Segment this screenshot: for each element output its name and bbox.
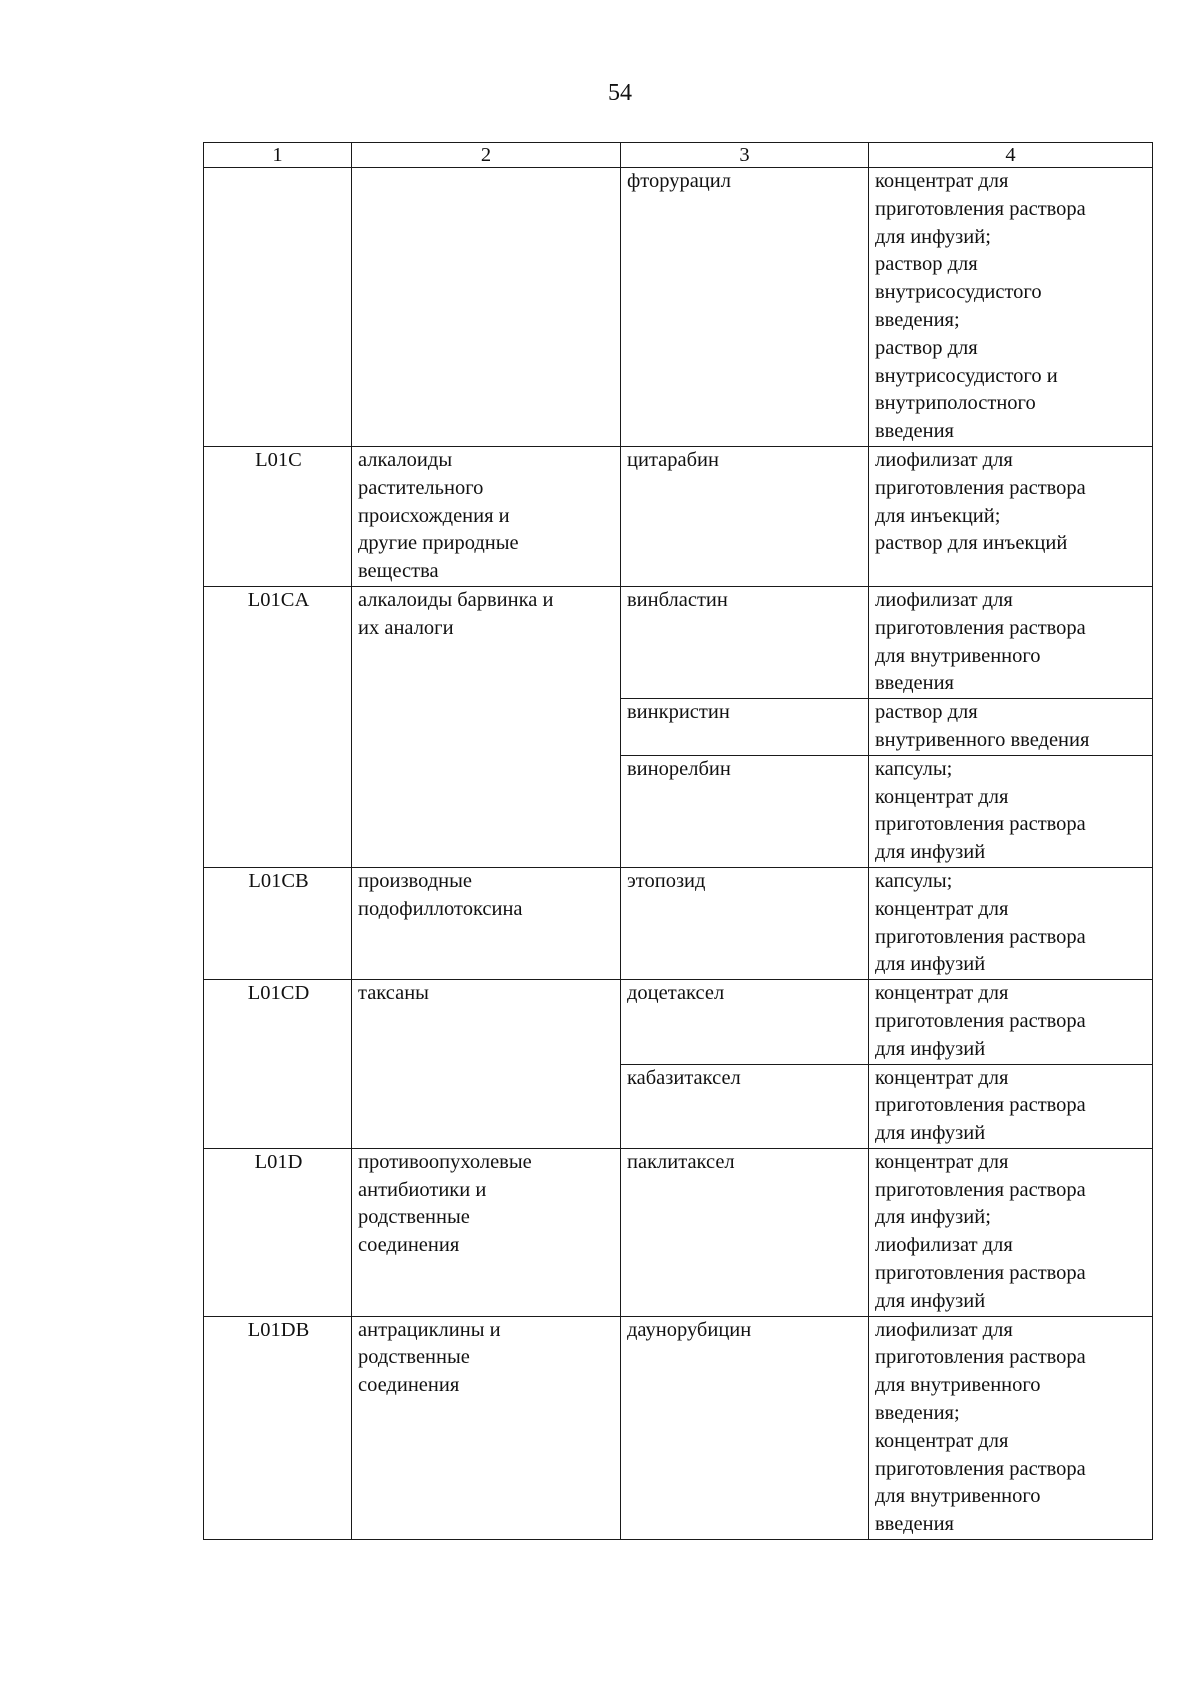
cell-line: родственные (358, 1206, 470, 1229)
cell-line: внутрисосудистого (875, 281, 1042, 304)
cell-line: приготовления раствора (875, 197, 1086, 220)
drug-cell: даунорубицин (621, 1316, 869, 1539)
cell-line: введения (875, 672, 954, 695)
cell-line: алкалоиды (358, 448, 453, 471)
cell-line: внутрисосудистого и (875, 364, 1058, 387)
group-cell (352, 168, 621, 447)
drug-cell: цитарабин (621, 446, 869, 586)
table-row (204, 1316, 1153, 1539)
cell-line: концентрат для (875, 785, 1009, 808)
cell-line: происхождения и (358, 504, 510, 527)
cell-line: лиофилизат для (875, 588, 1013, 611)
dosage-forms-cell (869, 1064, 1153, 1148)
cell-line: лиофилизат для (875, 1234, 1013, 1257)
atc-code-cell: L01CD (204, 980, 352, 1149)
cell-line: введения (875, 420, 954, 443)
cell-line: таксаны (358, 982, 429, 1005)
cell-line: раствор для (875, 253, 978, 276)
cell-line: приготовления раствора (875, 476, 1086, 499)
cell-line: концентрат для (875, 1150, 1009, 1173)
dosage-forms-cell (869, 1316, 1153, 1539)
atc-code-cell: L01CA (204, 586, 352, 867)
dosage-forms-cell (869, 446, 1153, 586)
header-cell: 4 (869, 143, 1153, 168)
cell-line: подофиллотоксина (358, 897, 523, 920)
atc-code-cell (204, 168, 352, 447)
cell-line: концентрат для (875, 170, 1009, 192)
group-cell (352, 1316, 621, 1539)
cell-line: лиофилизат для (875, 1318, 1013, 1341)
cell-line: соединения (358, 1234, 460, 1257)
table-row (204, 586, 1153, 698)
cell-line: концентрат для (875, 1429, 1009, 1452)
header-cell: 2 (352, 143, 621, 168)
cell-line: для инфузий (875, 841, 986, 864)
group-cell (352, 446, 621, 586)
group-cell (352, 867, 621, 979)
cell-line: капсулы; (875, 757, 953, 780)
dosage-forms-cell (869, 755, 1153, 867)
cell-line: приготовления раствора (875, 925, 1086, 948)
cell-line: вещества (358, 560, 439, 583)
group-cell (352, 1148, 621, 1316)
cell-line: для инфузий; (875, 225, 991, 248)
cell-line: раствор для инъекций (875, 532, 1068, 555)
dosage-forms-cell (869, 980, 1153, 1064)
table-row (204, 867, 1153, 979)
cell-line: приготовления раствора (875, 1009, 1086, 1032)
atc-code-cell: L01DB (204, 1316, 352, 1539)
table-header-row (204, 143, 1153, 168)
cell-line: внутривенного введения (875, 728, 1090, 751)
drug-cell: винорелбин (621, 755, 869, 867)
cell-line: их аналоги (358, 616, 454, 639)
table-row (204, 168, 1153, 447)
group-cell (352, 586, 621, 867)
drug-cell: доцетаксел (621, 980, 869, 1064)
cell-line: концентрат для (875, 1066, 1009, 1089)
cell-line: родственные (358, 1346, 470, 1369)
cell-line: для инфузий (875, 1037, 986, 1060)
cell-line: для инфузий (875, 1122, 986, 1145)
cell-line: приготовления раствора (875, 813, 1086, 836)
cell-line: противоопухолевые (358, 1150, 532, 1173)
drug-cell: паклитаксел (621, 1148, 869, 1316)
cell-line: капсулы; (875, 869, 953, 892)
cell-line: приготовления раствора (875, 1178, 1086, 1201)
cell-line: для внутривенного (875, 1374, 1041, 1397)
cell-line: введения (875, 1513, 954, 1536)
cell-line: приготовления раствора (875, 1457, 1086, 1480)
cell-line: для инфузий; (875, 1206, 991, 1229)
cell-line: соединения (358, 1374, 460, 1397)
dosage-forms-cell (869, 168, 1153, 447)
cell-line: для внутривенного (875, 1485, 1041, 1508)
dosage-forms-cell (869, 586, 1153, 698)
atc-code-cell: L01C (204, 446, 352, 586)
dosage-forms-cell (869, 1148, 1153, 1316)
table-row (204, 980, 1153, 1064)
cell-line: для инфузий (875, 1289, 986, 1312)
cell-line: приготовления раствора (875, 616, 1086, 639)
cell-line: растительного (358, 476, 484, 499)
cell-line: приготовления раствора (875, 1262, 1086, 1285)
drug-cell: винбластин (621, 586, 869, 698)
drug-cell: винкристин (621, 699, 869, 756)
group-cell (352, 980, 621, 1149)
dosage-forms-cell (869, 867, 1153, 979)
cell-line: для инъекций; (875, 504, 1001, 527)
cell-line: производные (358, 869, 473, 892)
cell-line: раствор для (875, 336, 978, 359)
drug-cell: этопозид (621, 867, 869, 979)
cell-line: приготовления раствора (875, 1094, 1086, 1117)
cell-line: введения; (875, 308, 960, 331)
cell-line: для внутривенного (875, 644, 1041, 667)
drug-cell: кабазитаксел (621, 1064, 869, 1148)
cell-line: для инфузий (875, 953, 986, 976)
cell-line: раствор для (875, 701, 978, 724)
cell-line: другие природные (358, 532, 519, 555)
cell-line: антибиотики и (358, 1178, 487, 1201)
cell-line: концентрат для (875, 982, 1009, 1005)
dosage-forms-cell (869, 699, 1153, 756)
medication-table (203, 142, 1153, 1540)
page-number: 54 (608, 80, 632, 106)
atc-code-cell: L01CB (204, 867, 352, 979)
header-cell: 1 (204, 143, 352, 168)
header-cell: 3 (621, 143, 869, 168)
drug-cell: фторурацил (621, 168, 869, 447)
cell-line: алкалоиды барвинка и (358, 588, 554, 611)
table-row (204, 1148, 1153, 1316)
cell-line: антрациклины и (358, 1318, 501, 1341)
cell-line: введения; (875, 1402, 960, 1425)
cell-line: внутриполостного (875, 392, 1036, 415)
cell-line: концентрат для (875, 897, 1009, 920)
atc-code-cell: L01D (204, 1148, 352, 1316)
table-row (204, 446, 1153, 586)
cell-line: приготовления раствора (875, 1346, 1086, 1369)
cell-line: лиофилизат для (875, 448, 1013, 471)
